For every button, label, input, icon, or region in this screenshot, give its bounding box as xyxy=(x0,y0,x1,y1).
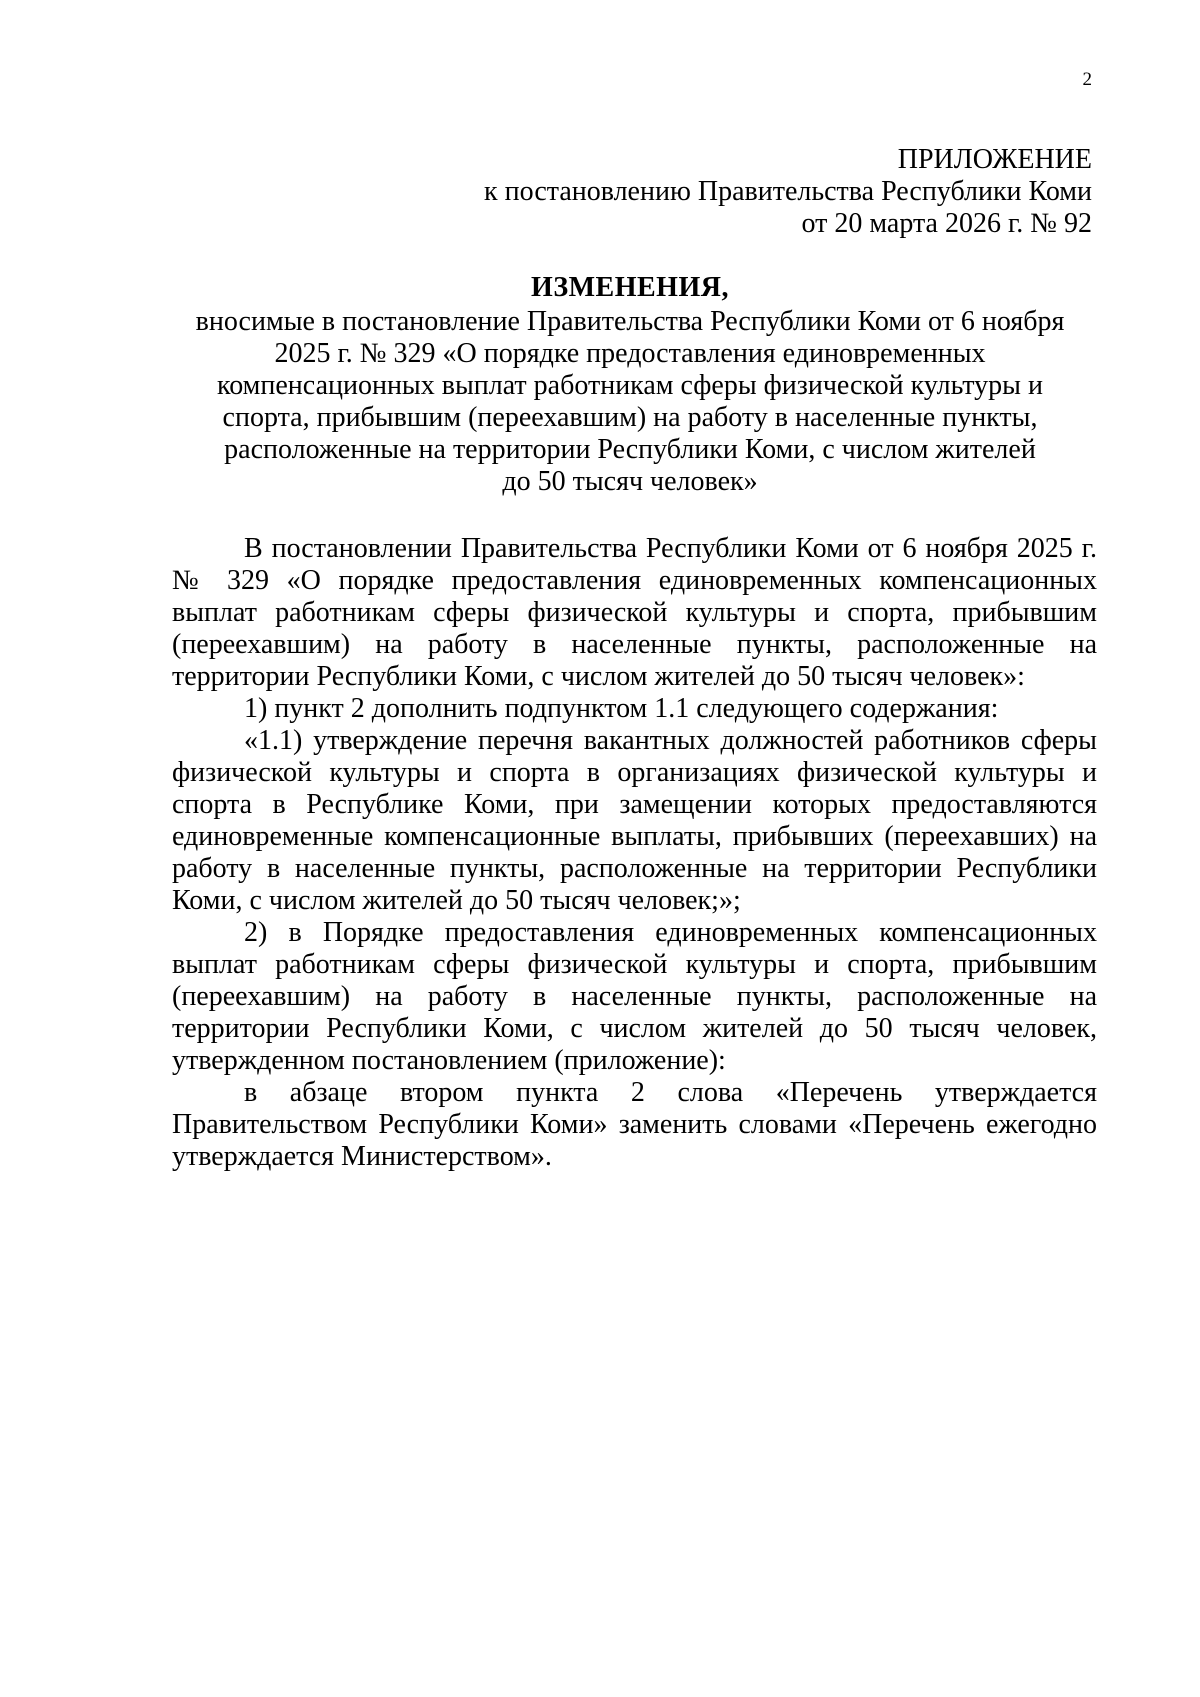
appendix-reference: к постановлению Правительства Республики Коми xyxy=(484,176,1092,207)
item-1-paragraph: 1) пункт 2 дополнить подпунктом 1.1 следующего содержания: xyxy=(244,693,999,724)
subtitle-line: компенсационных выплат работникам сферы физической культуры и xyxy=(217,370,1043,401)
subitem-1-1-paragraph: «1.1) утверждение перечня вакантных должностей работников сферы физической культуры и спорта в организациях физической культуры и спорта в Республике Коми, при замещении которых предоставляются единовременные компенсационные выплаты, прибывших (переехавших) на работу в населенные пункты, расположенные на территории Республики Коми, с числом жителей до 50 тысяч человек;»; xyxy=(172,725,1097,916)
subtitle-line: расположенные на территории Республики Коми, с числом жителей xyxy=(224,434,1036,465)
document-title-block xyxy=(160,272,1100,498)
appendix-label: ПРИЛОЖЕНИЕ xyxy=(897,144,1092,175)
document-body xyxy=(172,533,1097,1173)
appendix-date-number: от 20 марта 2026 г. № 92 xyxy=(801,208,1092,239)
appendix-header xyxy=(484,144,1092,240)
page-number: 2 xyxy=(1082,69,1092,90)
subtitle-line: вносимые в постановление Правительства Республики Коми от 6 ноября xyxy=(195,306,1065,337)
intro-paragraph: В постановлении Правительства Республики Коми от 6 ноября 2025 г. № 329 «О порядке предоставления единовременных компенсационных выплат работникам сферы физической культуры и спорта, прибывшим (переехавшим) на работу в населенные пункты, расположенные на территории Республики Коми, с числом жителей до 50 тысяч человек»: xyxy=(172,533,1097,692)
item-2-change-paragraph: в абзаце втором пункта 2 слова «Перечень утверждается Правительством Республики Коми» заменить словами «Перечень ежегодно утверждается Министерством». xyxy=(172,1077,1097,1172)
subtitle-line: 2025 г. № 329 «О порядке предоставления единовременных xyxy=(274,338,986,369)
subtitle-line: спорта, прибывшим (переехавшим) на работу в населенные пункты, xyxy=(222,402,1038,433)
subtitle-line: до 50 тысяч человек» xyxy=(502,466,758,497)
item-2-paragraph: 2) в Порядке предоставления единовременных компенсационных выплат работникам сферы физической культуры и спорта, прибывшим (переехавшим) на работу в населенные пункты, расположенные на территории Республики Коми, с числом жителей до 50 тысяч человек, утвержденном постановлением (приложение): xyxy=(172,917,1097,1076)
document-title: ИЗМЕНЕНИЯ, xyxy=(531,272,729,303)
